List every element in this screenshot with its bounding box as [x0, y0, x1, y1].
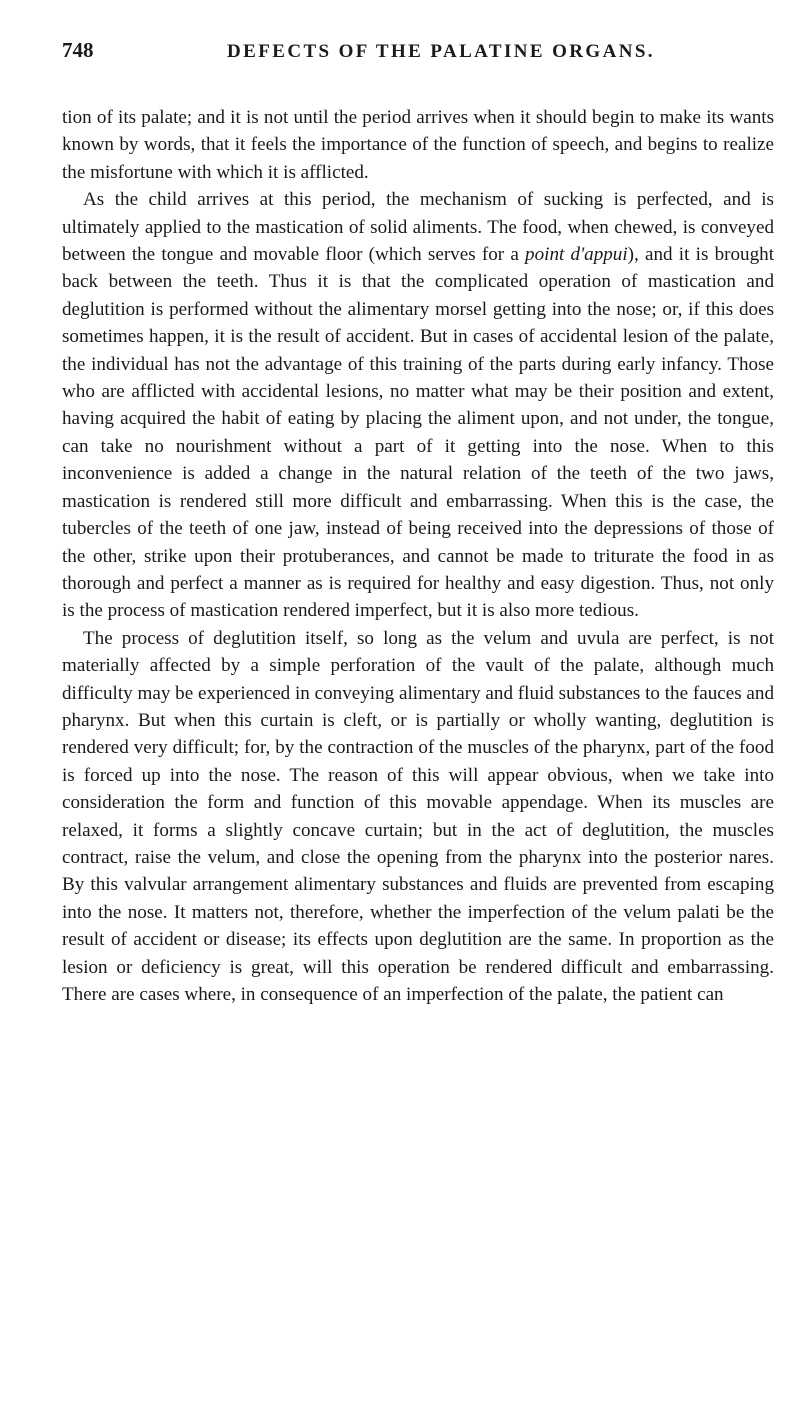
paragraph-text-after: ), and it is brought back between the teeth. Thus it is that the complicated operation of mastication and deglutition is performed without the alimentary morsel getting into the nose; or, if this does sometimes happen, it is the result of accident. But in cases of accidental lesion of the palate, the individual has not the advantage of this training of the parts during early infancy. Those who are afflicted with accidental lesions, no matter what may be their position and extent, having acquired the habit of eating by placing the aliment upon, and not under, the tongue, can take no nourishment without a part of it getting into the nose. When to this inconvenience is added a change in the natural relation of the teeth of the two jaws, mastication is rendered still more difficult and embarrassing. When this is the case, the tubercles of the teeth of one jaw, instead of being received into the depressions of those of the other, strike upon their protuberances, and cannot be made to triturate the food in as thorough and perfect a manner as is required for healthy and easy digestion. Thus, not only is the process of mastication rendered imperfect, but it is also more tedious.: [62, 244, 774, 622]
paragraph-text: tion of its palate; and it is not until the period arrives when it should begin to make its wants known by words, that it feels the importance of the function of speech, and begins to realize the misfortune with which it is afflicted.: [62, 107, 774, 183]
paragraph-text-before: As the child arrives at this period, the mechanism of sucking is perfected, and is ultimately applied to the mastication of solid aliments. The food, when chewed, is conveyed between the tongue and movable floor (which serves for a: [62, 189, 774, 266]
body-text: [62, 104, 774, 1008]
paragraph-continued: [62, 104, 774, 186]
running-head: [62, 38, 774, 82]
paragraph: [62, 625, 774, 1009]
paragraph-text: The process of deglutition itself, so long as the velum and uvula are perfect, is not materially affected by a simple perforation of the vault of the palate, although much difficulty may be experienced in conveying alimentary and fluid substances to the fauces and pharynx. But when this curtain is cleft, or is partially or wholly wanting, deglutition is rendered very difficult; for, by the contraction of the muscles of the pharynx, part of the food is forced up into the nose. The reason of this will appear obvious, when we take into consideration the form and function of this movable appendage. When its muscles are relaxed, it forms a slightly concave curtain; but in the act of deglutition, the muscles contract, raise the velum, and close the opening from the pharynx into the posterior nares. By this valvular arrangement alimentary substances and fluids are prevented from escaping into the nose. It matters not, therefore, whether the imperfection of the velum palati be the result of accident or disease; its effects upon deglutition are the same. In proportion as the lesion or deficiency is great, will this operation be rendered difficult and embarrassing. There are cases where, in consequence of an imperfection of the palate, the patient can: [62, 627, 774, 1005]
page-number: 748: [62, 38, 94, 62]
paragraph: [62, 186, 774, 625]
italic-phrase: point d'appui: [525, 244, 628, 266]
book-page: [62, 38, 774, 1008]
running-title: DEFECTS OF THE PALATINE ORGANS.: [227, 41, 655, 62]
